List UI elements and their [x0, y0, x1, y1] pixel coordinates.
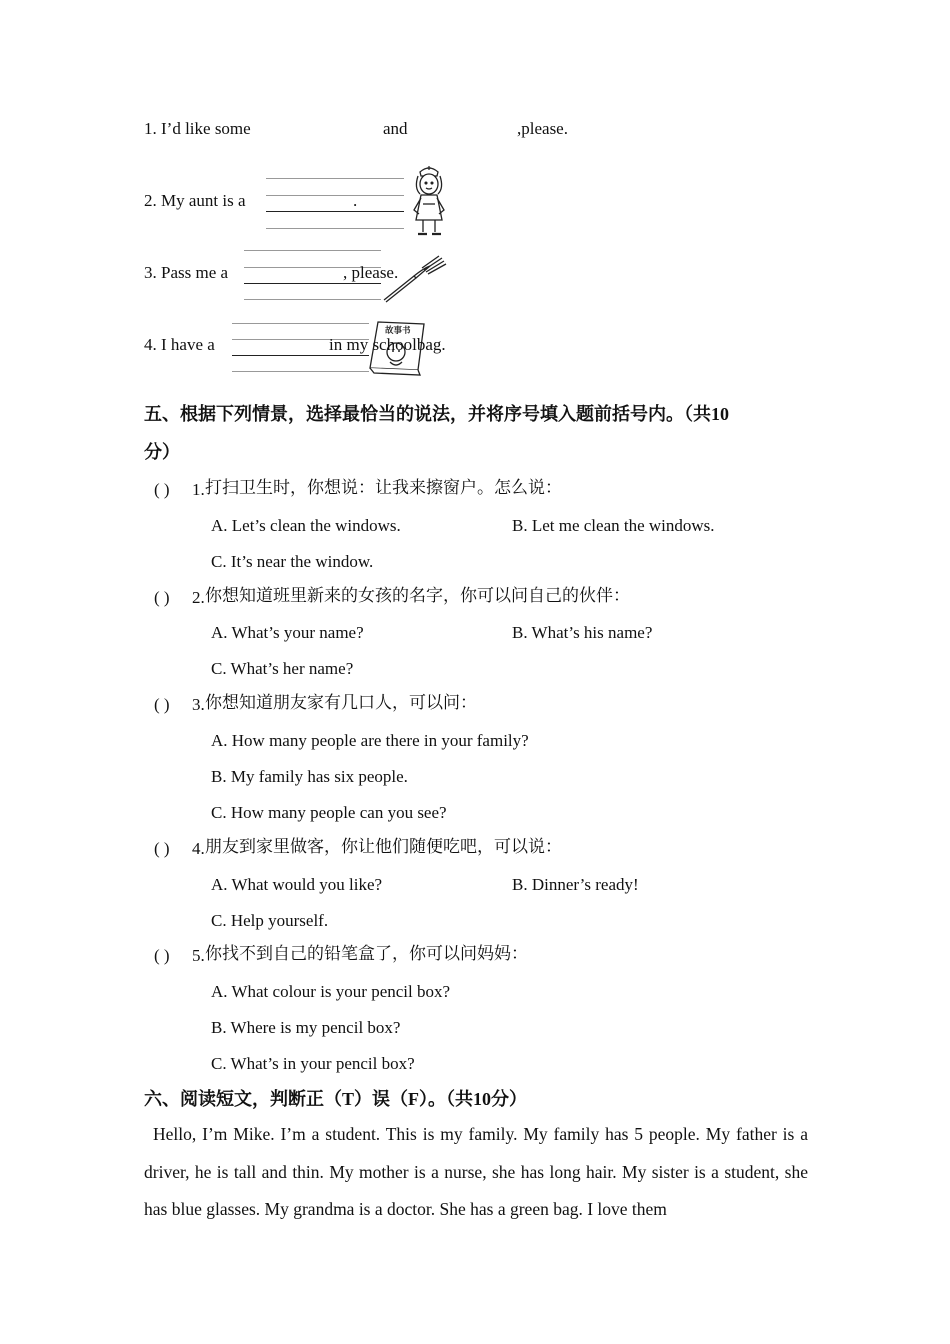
question-prompt: 朋友到家里做客，你让他们随便吃吧，可以说： [205, 837, 562, 857]
q4-text-start: 4. I have a [144, 335, 215, 354]
part6-heading-points: 10 [473, 1089, 492, 1109]
part6-heading [144, 1090, 527, 1109]
answer-bracket[interactable]: ( ) [154, 946, 170, 965]
option-c: C. It’s near the window. [211, 552, 374, 571]
option-a: A. What colour is your pencil box? [211, 982, 451, 1001]
option-b: B. What’s his name? [512, 623, 653, 642]
q2-text-end: . [353, 191, 358, 210]
question-prompt: 你想知道朋友家有几口人，可以问： [205, 693, 477, 713]
q3-text-start: 3. Pass me a [144, 263, 229, 282]
part5-heading-tail: 分） [144, 442, 180, 463]
q4-guide-line [232, 323, 369, 324]
part6-heading-text: 六、阅读短文，判断正（ [144, 1089, 342, 1110]
q4-text-end: in my schoolbag. [329, 335, 446, 354]
option-a: A. What’s your name? [211, 623, 364, 642]
option-b: B. Let me clean the windows. [512, 516, 715, 535]
option-a: A. Let’s clean the windows. [211, 516, 401, 535]
question-prompt: 你想知道班里新来的女孩的名字，你可以问自己的伙伴： [205, 586, 630, 606]
answer-bracket[interactable]: ( ) [154, 695, 170, 714]
option-b: B. Dinner’s ready! [512, 875, 639, 894]
question-number: 1. [192, 480, 205, 499]
q2-guide-line [266, 228, 404, 229]
option-c: C. What’s her name? [211, 659, 354, 678]
option-a: A. How many people are there in your family? [211, 731, 529, 750]
part6-heading-false: F [408, 1089, 420, 1109]
q3-guide-line [244, 299, 381, 300]
option-a: A. What would you like? [211, 875, 383, 894]
part6-heading-text: ）误（ [354, 1089, 409, 1110]
question-number: 5. [192, 946, 205, 965]
reading-passage: Hello, I’m Mike. I’m a student. This is my family. My family has 5 people. My father is a driver, he is tall and thin. My mother is a nurse, she has long hair. My sister is a student, she has blue glasses. My grandma is a doctor. She has a green bag. I love them [144, 1124, 808, 1219]
answer-bracket[interactable]: ( ) [154, 480, 170, 499]
q2-guide-line [266, 195, 404, 196]
answer-bracket[interactable]: ( ) [154, 588, 170, 607]
part5-heading [144, 405, 729, 424]
q3-text-end: , please. [343, 263, 399, 282]
q4-guide-line [232, 371, 369, 372]
option-c: C. What’s in your pencil box? [211, 1054, 415, 1073]
part5-heading-text: 五、根据下列情景，选择最恰当的说法，并将序号填入题前括号内。（共 [144, 404, 711, 425]
part5-heading-points: 10 [711, 404, 729, 424]
question-prompt: 你找不到自己的铅笔盒了，你可以问妈妈： [205, 944, 528, 964]
question-number: 4. [192, 839, 205, 858]
answer-bracket[interactable]: ( ) [154, 839, 170, 858]
q4-answer-blank[interactable] [232, 355, 369, 356]
question-number: 3. [192, 695, 205, 714]
fork-picture [380, 254, 450, 304]
question-prompt: 打扫卫生时，你想说：让我来擦窗户。怎么说： [205, 478, 562, 498]
part6-heading-true: T [342, 1089, 355, 1109]
q1-text-mid: and [383, 119, 408, 138]
storybook-label: 故事书 [385, 326, 411, 336]
part6-heading-text: 分） [491, 1089, 528, 1110]
option-b: B. Where is my pencil box? [211, 1018, 401, 1037]
q2-answer-blank[interactable] [266, 211, 404, 212]
q3-guide-line [244, 250, 381, 251]
option-c: C. How many people can you see? [211, 803, 447, 822]
option-b: B. My family has six people. [211, 767, 408, 786]
q1-text-end: ,please. [517, 119, 568, 138]
nurse-picture [408, 162, 450, 242]
q2-guide-line [266, 178, 404, 179]
part6-heading-text: ）。（共 [419, 1089, 474, 1110]
q2-text-start: 2. My aunt is a [144, 191, 246, 210]
question-number: 2. [192, 588, 205, 607]
option-c: C. Help yourself. [211, 911, 329, 930]
q3-answer-blank[interactable] [244, 283, 381, 284]
q1-text-start: 1. I’d like some [144, 119, 251, 138]
